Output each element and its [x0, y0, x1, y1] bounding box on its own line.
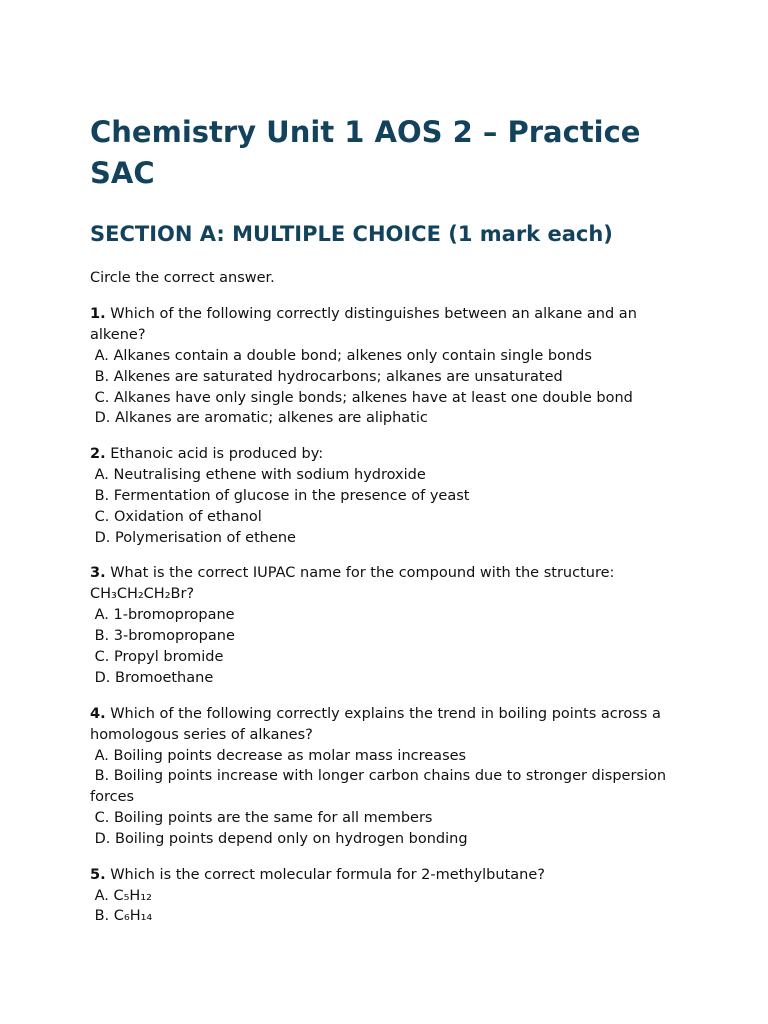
answer-option-b[interactable]: B. Alkenes are saturated hydrocarbons; alkanes are unsaturated — [90, 368, 563, 385]
question-stem — [90, 865, 690, 886]
answer-option-d[interactable]: D. Alkanes are aromatic; alkenes are aliphatic — [90, 410, 428, 427]
answer-option-d[interactable]: D. Boiling points depend only on hydrogen bonding — [90, 830, 468, 847]
question-number: 1. — [90, 306, 106, 322]
question-text: What is the correct IUPAC name for the compound with the structure: CH₃CH₂CH₂Br? — [90, 565, 615, 603]
section-title: SECTION A: MULTIPLE CHOICE (1 mark each) — [90, 222, 613, 246]
answer-option-b[interactable]: B. C₆H₁₄ — [90, 908, 153, 925]
answer-option-d[interactable]: D. Polymerisation of ethene — [90, 529, 296, 546]
question-number: 3. — [90, 565, 106, 582]
answer-option-a[interactable]: A. Boiling points decrease as molar mass increases — [90, 747, 467, 764]
instruction-text: Circle the correct answer. — [90, 270, 275, 286]
question-4 — [90, 704, 690, 850]
answer-option-c[interactable]: C. Oxidation of ethanol — [90, 508, 262, 525]
question-stem — [90, 704, 690, 746]
answer-option-b[interactable]: B. Boiling points increase with longer carbon chains due to stronger dispersion forces — [90, 768, 671, 806]
question-text: Ethanoic acid is produced by: — [110, 446, 324, 463]
question-stem — [90, 563, 690, 605]
question-text: Which of the following correctly distinguishes between an alkane and an alkene? — [90, 306, 637, 343]
question-number: 5. — [90, 866, 106, 883]
answer-option-c[interactable]: C. Alkanes have only single bonds; alkenes have at least one double bond — [90, 389, 633, 406]
answer-option-d[interactable]: D. Bromoethane — [90, 669, 214, 686]
answer-option-b[interactable]: B. Fermentation of glucose in the presence of yeast — [90, 487, 470, 504]
answer-option-a[interactable]: A. 1-bromopropane — [90, 607, 235, 624]
question-stem — [90, 304, 690, 346]
document-page — [90, 112, 690, 927]
answer-option-c[interactable]: C. Propyl bromide — [90, 648, 224, 665]
question-3 — [90, 563, 690, 688]
answer-option-a[interactable]: A. C₅H₁₂ — [90, 887, 152, 904]
question-number: 2. — [90, 446, 106, 463]
answer-option-a[interactable]: A. Alkanes contain a double bond; alkenes only contain single bonds — [90, 348, 592, 364]
question-stem — [90, 444, 690, 465]
question-5 — [90, 865, 690, 928]
question-1 — [90, 304, 690, 429]
question-text: Which of the following correctly explains the trend in boiling points across a homologous series of alkanes? — [90, 705, 661, 743]
answer-option-b[interactable]: B. 3-bromopropane — [90, 628, 235, 645]
question-2 — [90, 444, 690, 548]
answer-option-a[interactable]: A. Neutralising ethene with sodium hydroxide — [90, 467, 426, 484]
question-text: Which is the correct molecular formula for 2-methylbutane? — [110, 866, 545, 883]
document-title: Chemistry Unit 1 AOS 2 – Practice SAC — [90, 115, 641, 190]
answer-option-c[interactable]: C. Boiling points are the same for all members — [90, 809, 433, 826]
question-number: 4. — [90, 705, 106, 722]
